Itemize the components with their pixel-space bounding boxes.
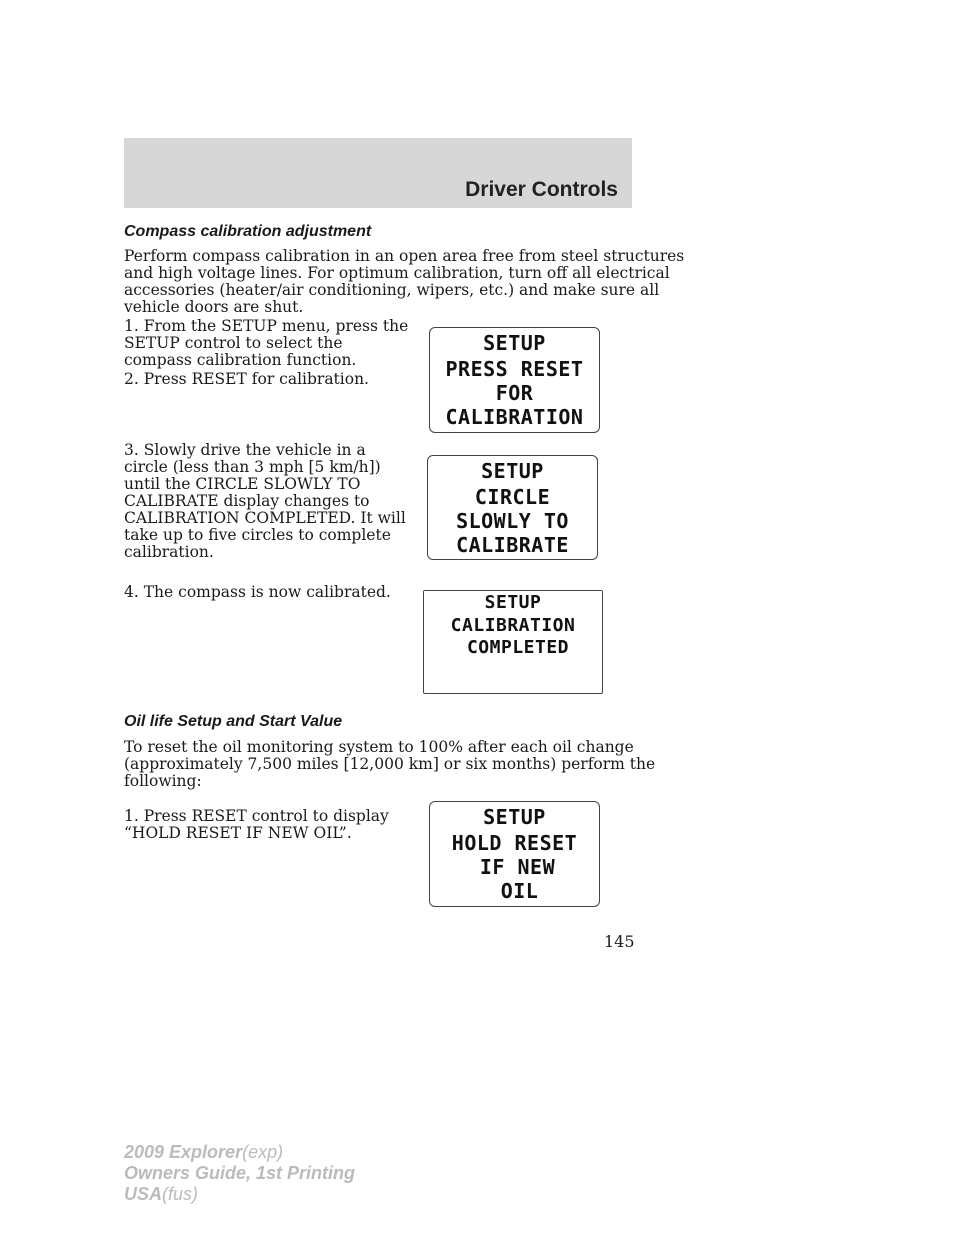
display-line: SETUP	[483, 805, 546, 829]
display-press-reset-for-calibration	[429, 327, 600, 433]
display-circle-slowly-to-calibrate	[427, 455, 598, 560]
header-band	[124, 138, 632, 208]
print-footer	[124, 1142, 355, 1205]
display-line: CALIBRATION	[450, 615, 576, 636]
compass-calibration-heading: Compass calibration adjustment	[124, 223, 372, 240]
display-line: OIL	[500, 879, 539, 903]
compass-step-2: 2. Press RESET for calibration.	[124, 370, 369, 388]
display-calibration-completed	[423, 590, 603, 694]
display-line: CIRCLE	[474, 485, 551, 509]
display-line: FOR	[495, 381, 534, 405]
display-line: SETUP	[483, 331, 546, 355]
display-line: SETUP	[484, 592, 542, 613]
oil-step-1: 1. Press RESET control to display “HOLD RESET IF NEW OIL”.	[124, 807, 389, 842]
compass-step-3: 3. Slowly drive the vehicle in a circle (less than 3 mph [5 km/h]) until the CIRCLE SLOWLY TO CALIBRATE display changes to CALIBRATION COMPLETED. It will take up to five circles to complete calibration.	[124, 441, 406, 561]
display-line: PRESS RESET	[445, 357, 584, 381]
display-line: SETUP	[481, 459, 544, 483]
display-line: CALIBRATE	[456, 533, 569, 557]
page-number: 145	[604, 932, 635, 951]
display-hold-reset-if-new-oil	[429, 801, 600, 907]
footer-line-2: Owners Guide, 1st Printing	[124, 1163, 356, 1183]
display-line: IF NEW	[479, 855, 556, 879]
display-line: COMPLETED	[466, 637, 570, 658]
section-header-title: Driver Controls	[465, 178, 618, 201]
display-line: SLOWLY TO	[456, 509, 569, 533]
compass-step-1: 1. From the SETUP menu, press the SETUP control to select the compass calibration function.	[124, 317, 409, 369]
footer-line-1	[124, 1142, 355, 1163]
footer-market: USA	[124, 1184, 163, 1204]
oil-life-heading: Oil life Setup and Start Value	[124, 713, 343, 730]
footer-line-3	[124, 1184, 355, 1205]
footer-model: 2009 Explorer	[124, 1142, 243, 1162]
display-line: CALIBRATION	[445, 405, 584, 429]
oil-intro-paragraph: To reset the oil monitoring system to 100% after each oil change (approximately 7,500 miles [12,000 km] or six months) perform the following:	[124, 738, 656, 790]
display-top-border	[424, 590, 602, 591]
compass-intro-paragraph: Perform compass calibration in an open area free from steel structures and high voltage lines. For optimum calibration, turn off all electrical accessories (heater/air conditioning, wipers, etc.) and make sure all vehicle doors are shut.	[124, 247, 685, 316]
footer-model-code: (exp)	[242, 1142, 284, 1162]
display-line: HOLD RESET	[451, 831, 578, 855]
compass-step-4: 4. The compass is now calibrated.	[124, 583, 391, 601]
footer-market-code: (fus)	[162, 1184, 199, 1204]
